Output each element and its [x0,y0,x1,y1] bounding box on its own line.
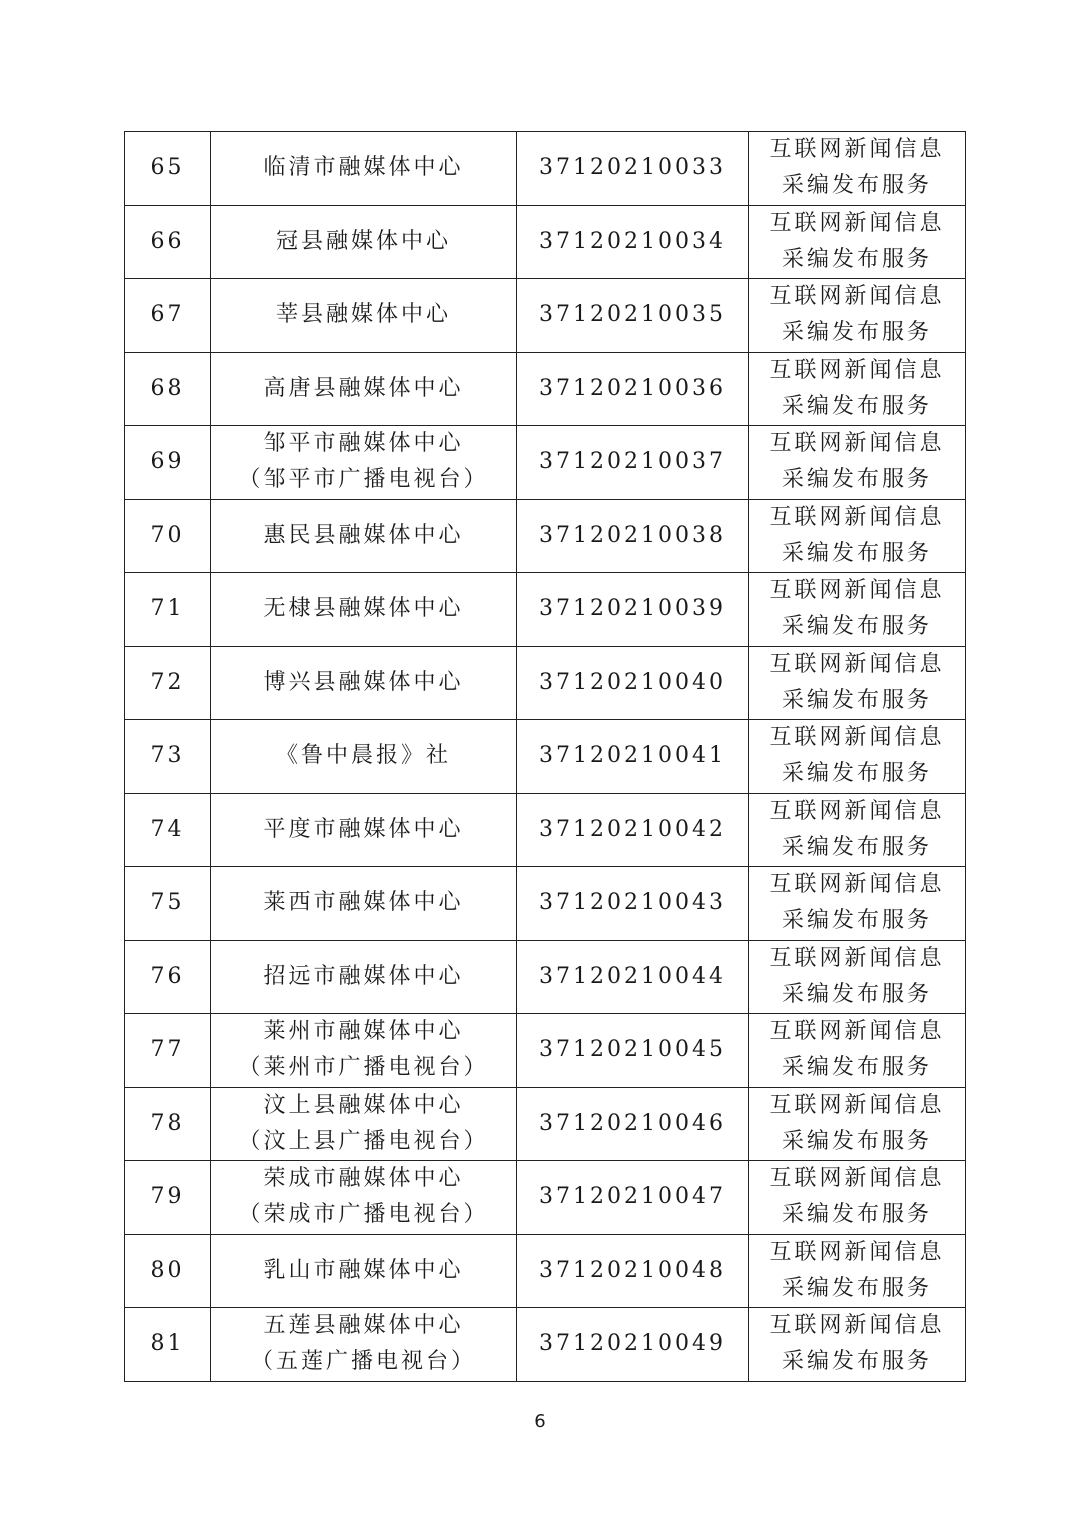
table-row [125,499,966,573]
organization-name-line: 平度市融媒体中心 [263,816,464,842]
license-code-cell: 37120210043 [517,867,749,941]
license-code-cell: 37120210045 [517,1014,749,1088]
organization-name-line: 莱西市融媒体中心 [263,890,464,916]
service-scope-line: 采编发布服务 [781,173,932,199]
service-scope-line: 互联网新闻信息 [769,284,945,310]
service-scope-cell [749,940,966,1014]
registry-table [124,131,966,1382]
organization-name-cell [211,132,517,206]
row-number-cell: 70 [125,499,211,573]
organization-name-cell [211,720,517,794]
row-number-cell: 81 [125,1308,211,1382]
organization-name-line: 高唐县融媒体中心 [263,375,464,401]
table-row [125,720,966,794]
row-number-cell: 66 [125,205,211,279]
organization-name-line: 莘县融媒体中心 [275,302,451,328]
service-scope-line: 采编发布服务 [781,687,932,713]
row-number-cell: 80 [125,1234,211,1308]
organization-name-line: （莱州市广播电视台） [238,1055,489,1081]
organization-name-line: 博兴县融媒体中心 [263,669,464,695]
page-number: 6 [534,1411,546,1432]
table-row [125,1014,966,1088]
service-scope-cell [749,646,966,720]
service-scope-line: 采编发布服务 [781,981,932,1007]
service-scope-line: 互联网新闻信息 [769,504,945,530]
table-row [125,352,966,426]
organization-name-line: （汶上县广播电视台） [238,1128,489,1154]
organization-name-line: （邹平市广播电视台） [238,467,489,493]
table-row [125,573,966,647]
service-scope-line: 采编发布服务 [781,1128,932,1154]
service-scope-line: 互联网新闻信息 [769,1166,945,1192]
license-code-cell: 37120210034 [517,205,749,279]
license-code-cell: 37120210037 [517,426,749,500]
organization-name-cell [211,646,517,720]
row-number-cell: 68 [125,352,211,426]
row-number-cell: 69 [125,426,211,500]
organization-name-cell [211,1014,517,1088]
service-scope-line: 互联网新闻信息 [769,945,945,971]
row-number-cell: 79 [125,1161,211,1235]
license-code-cell: 37120210036 [517,352,749,426]
license-code-cell: 37120210035 [517,279,749,353]
table-row [125,132,966,206]
organization-name-cell [211,1234,517,1308]
organization-name-line: 乳山市融媒体中心 [263,1257,464,1283]
service-scope-line: 采编发布服务 [781,834,932,860]
organization-name-line: 临清市融媒体中心 [263,155,464,181]
organization-name-line: 荣成市融媒体中心 [263,1166,464,1192]
organization-name-line: 招远市融媒体中心 [263,963,464,989]
registry-table-body [125,132,966,1382]
organization-name-cell [211,426,517,500]
table-row [125,1308,966,1382]
service-scope-line: 互联网新闻信息 [769,725,945,751]
organization-name-line: 邹平市融媒体中心 [263,431,464,457]
service-scope-cell [749,205,966,279]
service-scope-line: 互联网新闻信息 [769,431,945,457]
row-number-cell: 65 [125,132,211,206]
organization-name-cell [211,793,517,867]
service-scope-line: 采编发布服务 [781,320,932,346]
table-row [125,867,966,941]
service-scope-cell [749,1014,966,1088]
service-scope-line: 互联网新闻信息 [769,798,945,824]
service-scope-cell [749,499,966,573]
service-scope-line: 互联网新闻信息 [769,357,945,383]
table-row [125,426,966,500]
license-code-cell: 37120210041 [517,720,749,794]
license-code-cell: 37120210038 [517,499,749,573]
service-scope-cell [749,1234,966,1308]
service-scope-cell [749,793,966,867]
service-scope-line: 采编发布服务 [781,540,932,566]
organization-name-line: 无棣县融媒体中心 [263,596,464,622]
license-code-cell: 37120210039 [517,573,749,647]
organization-name-cell [211,940,517,1014]
service-scope-cell [749,279,966,353]
organization-name-line: 惠民县融媒体中心 [263,522,464,548]
organization-name-cell [211,1087,517,1161]
service-scope-cell [749,573,966,647]
row-number-cell: 77 [125,1014,211,1088]
service-scope-cell [749,867,966,941]
license-code-cell: 37120210048 [517,1234,749,1308]
organization-name-cell [211,279,517,353]
table-row [125,1161,966,1235]
organization-name-line: （五莲广播电视台） [250,1349,476,1375]
organization-name-line: 《鲁中晨报》社 [275,743,451,769]
row-number-cell: 78 [125,1087,211,1161]
license-code-cell: 37120210047 [517,1161,749,1235]
service-scope-line: 采编发布服务 [781,1202,932,1228]
service-scope-line: 采编发布服务 [781,1275,932,1301]
service-scope-cell [749,426,966,500]
service-scope-cell [749,132,966,206]
row-number-cell: 72 [125,646,211,720]
organization-name-cell [211,352,517,426]
service-scope-cell [749,1161,966,1235]
organization-name-cell [211,205,517,279]
service-scope-cell [749,352,966,426]
service-scope-cell [749,1308,966,1382]
service-scope-line: 采编发布服务 [781,908,932,934]
service-scope-line: 采编发布服务 [781,1055,932,1081]
organization-name-line: 冠县融媒体中心 [275,228,451,254]
row-number-cell: 76 [125,940,211,1014]
organization-name-cell [211,1161,517,1235]
table-row [125,1234,966,1308]
row-number-cell: 67 [125,279,211,353]
service-scope-line: 采编发布服务 [781,1349,932,1375]
service-scope-cell [749,1087,966,1161]
row-number-cell: 75 [125,867,211,941]
service-scope-line: 采编发布服务 [781,467,932,493]
organization-name-line: （荣成市广播电视台） [238,1202,489,1228]
service-scope-line: 互联网新闻信息 [769,137,945,163]
service-scope-line: 互联网新闻信息 [769,651,945,677]
organization-name-line: 汶上县融媒体中心 [263,1092,464,1118]
table-row [125,793,966,867]
table-row [125,205,966,279]
service-scope-line: 采编发布服务 [781,393,932,419]
organization-name-line: 莱州市融媒体中心 [263,1019,464,1045]
organization-name-cell [211,573,517,647]
organization-name-line: 五莲县融媒体中心 [263,1313,464,1339]
table-row [125,646,966,720]
license-code-cell: 37120210042 [517,793,749,867]
service-scope-line: 互联网新闻信息 [769,1092,945,1118]
table-row [125,279,966,353]
row-number-cell: 71 [125,573,211,647]
service-scope-cell [749,720,966,794]
organization-name-cell [211,499,517,573]
row-number-cell: 74 [125,793,211,867]
organization-name-cell [211,1308,517,1382]
service-scope-line: 采编发布服务 [781,614,932,640]
service-scope-line: 互联网新闻信息 [769,1019,945,1045]
organization-name-cell [211,867,517,941]
service-scope-line: 互联网新闻信息 [769,872,945,898]
table-row [125,940,966,1014]
license-code-cell: 37120210044 [517,940,749,1014]
license-code-cell: 37120210049 [517,1308,749,1382]
license-code-cell: 37120210046 [517,1087,749,1161]
row-number-cell: 73 [125,720,211,794]
service-scope-line: 互联网新闻信息 [769,210,945,236]
service-scope-line: 互联网新闻信息 [769,578,945,604]
service-scope-line: 采编发布服务 [781,246,932,272]
table-row [125,1087,966,1161]
service-scope-line: 互联网新闻信息 [769,1239,945,1265]
license-code-cell: 37120210033 [517,132,749,206]
license-code-cell: 37120210040 [517,646,749,720]
service-scope-line: 采编发布服务 [781,761,932,787]
service-scope-line: 互联网新闻信息 [769,1313,945,1339]
